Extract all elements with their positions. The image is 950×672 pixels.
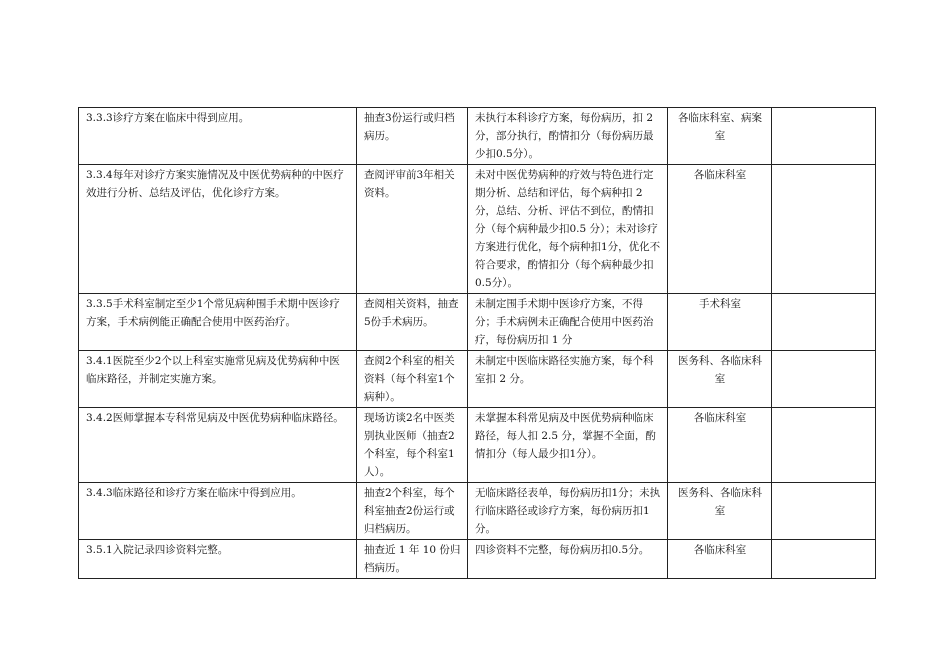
- method-cell: 查阅相关资料，抽查5份手术病历。: [357, 294, 468, 351]
- table-row: [79, 294, 876, 351]
- deduction-cell: 未制定中医临床路径实施方案，每个科室扣 2 分。: [468, 351, 668, 408]
- method-cell: 抽查2个科室，每个科室抽查2份运行或归档病历。: [357, 483, 468, 540]
- table-row: [79, 108, 876, 165]
- dept-cell: 手术科室: [668, 294, 772, 351]
- item-cell: 3.4.3临床路径和诊疗方案在临床中得到应用。: [79, 483, 357, 540]
- dept-cell: 各临床科室、病案室: [668, 108, 772, 165]
- note-cell: [772, 408, 876, 483]
- note-cell: [772, 294, 876, 351]
- method-cell: 抽查近 1 年 10 份归档病历。: [357, 540, 468, 579]
- dept-cell: 各临床科室: [668, 165, 772, 294]
- note-cell: [772, 351, 876, 408]
- note-cell: [772, 483, 876, 540]
- assessment-table: [78, 107, 876, 579]
- note-cell: [772, 108, 876, 165]
- dept-cell: 医务科、各临床科室: [668, 351, 772, 408]
- method-cell: 查阅评审前3年相关资料。: [357, 165, 468, 294]
- item-cell: 3.4.2医师掌握本专科常见病及中医优势病种临床路径。: [79, 408, 357, 483]
- method-cell: 查阅2个科室的相关资料（每个科室1个病种）。: [357, 351, 468, 408]
- deduction-cell: 无临床路径表单，每份病历扣1分；未执行临床路径或诊疗方案，每份病历扣1分。: [468, 483, 668, 540]
- item-cell: 3.3.4每年对诊疗方案实施情况及中医优势病种的中医疗效进行分析、总结及评估，优化诊疗方案。: [79, 165, 357, 294]
- table-row: [79, 165, 876, 294]
- item-cell: 3.5.1入院记录四诊资料完整。: [79, 540, 357, 579]
- note-cell: [772, 540, 876, 579]
- table-row: [79, 408, 876, 483]
- item-cell: 3.4.1医院至少2个以上科室实施常见病及优势病种中医临床路径，并制定实施方案。: [79, 351, 357, 408]
- deduction-cell: 未执行本科诊疗方案，每份病历，扣 2 分，部分执行，酌情扣分（每份病历最少扣0.5分）。: [468, 108, 668, 165]
- dept-cell: 医务科、各临床科室: [668, 483, 772, 540]
- method-cell: 现场访谈2名中医类别执业医师（抽查2个科室，每个科室1人）。: [357, 408, 468, 483]
- deduction-cell: 四诊资料不完整，每份病历扣0.5分。: [468, 540, 668, 579]
- note-cell: [772, 165, 876, 294]
- method-cell: 抽查3份运行或归档病历。: [357, 108, 468, 165]
- table-row: [79, 540, 876, 579]
- deduction-cell: 未掌握本科常见病及中医优势病种临床路径，每人扣 2.5 分，掌握不全面，酌情扣分（每人最少扣1分）。: [468, 408, 668, 483]
- dept-cell: 各临床科室: [668, 408, 772, 483]
- table-row: [79, 483, 876, 540]
- item-cell: 3.3.3诊疗方案在临床中得到应用。: [79, 108, 357, 165]
- deduction-cell: 未对中医优势病种的疗效与特色进行定期分析、总结和评估，每个病种扣 2 分，总结、分析、评估不到位，酌情扣分（每个病种最少扣0.5 分）；未对诊疗方案进行优化，每个病种扣1分，优化不符合要求，酌情扣分（每个病种最少扣0.5分）。: [468, 165, 668, 294]
- dept-cell: 各临床科室: [668, 540, 772, 579]
- deduction-cell: 未制定围手术期中医诊疗方案，不得分；手术病例未正确配合使用中医药治疗，每份病历扣 1 分: [468, 294, 668, 351]
- item-cell: 3.3.5手术科室制定至少1个常见病种围手术期中医诊疗方案，手术病例能正确配合使用中医药治疗。: [79, 294, 357, 351]
- table-row: [79, 351, 876, 408]
